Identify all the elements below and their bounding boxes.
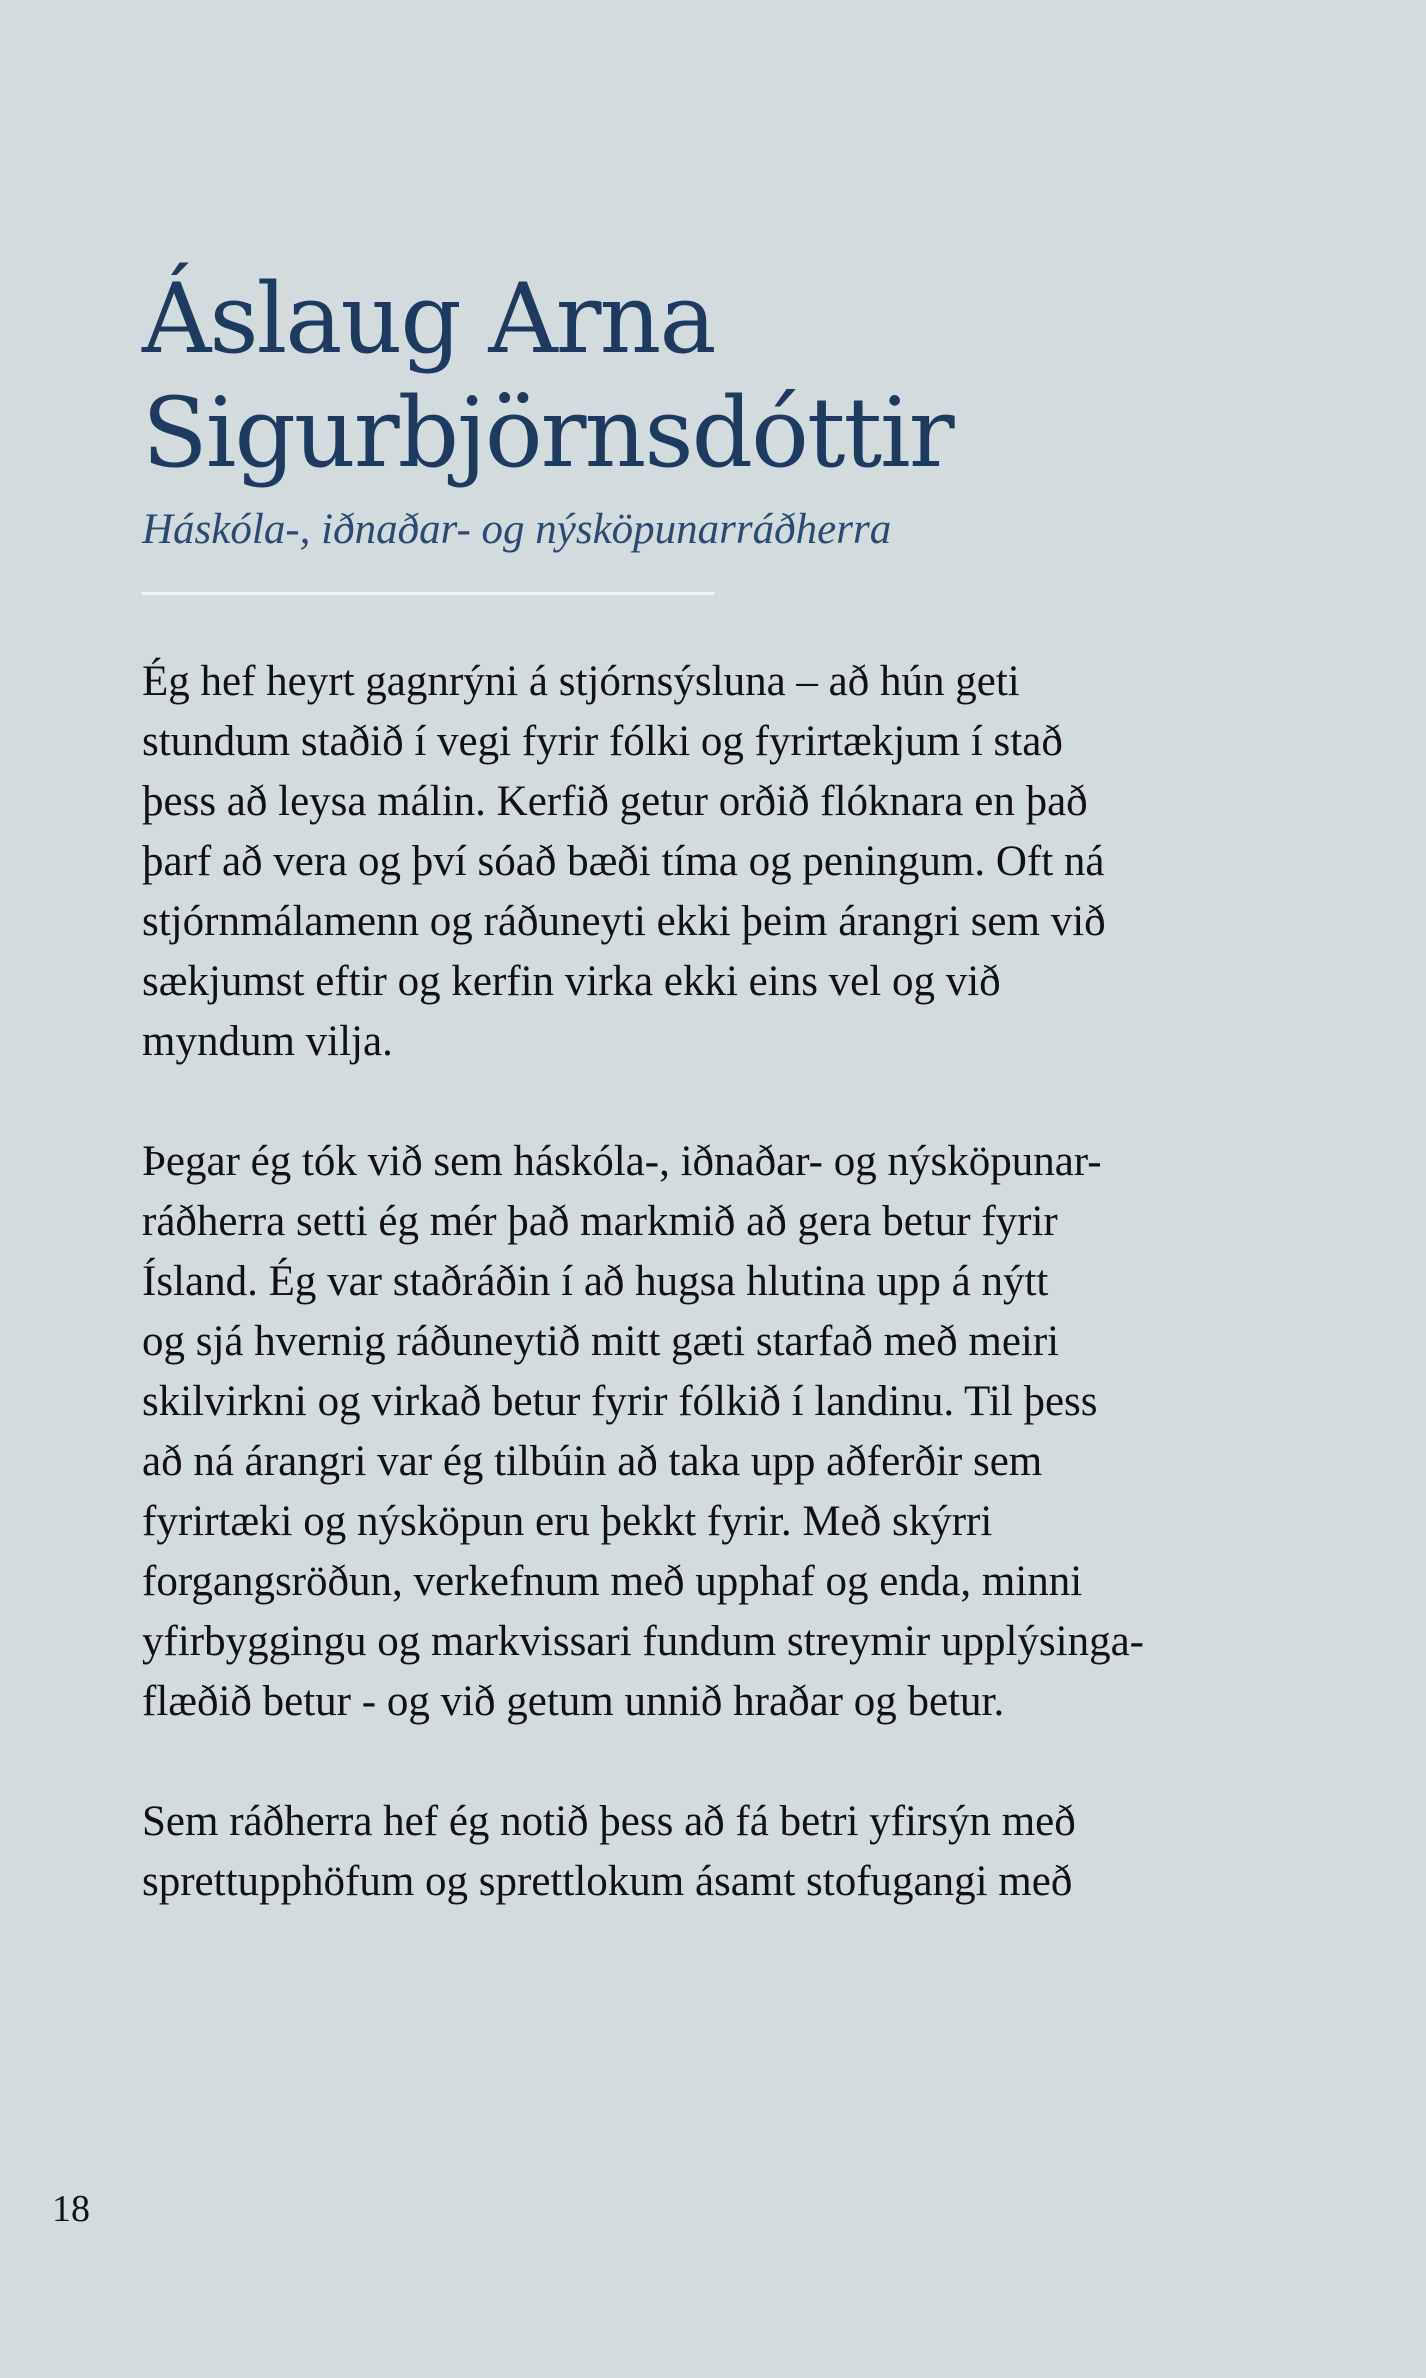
text-line: að ná árangri var ég tilbúin að taka upp aðferðir sem xyxy=(142,1438,1043,1485)
text-line: sækjumst eftir og kerfin virka ekki eins vel og við xyxy=(142,958,1001,1005)
paragraph-3 xyxy=(142,1792,1302,1912)
body-text xyxy=(142,652,1302,1972)
text-line: yfirbyggingu og markvissari fundum streymir upplýsinga- xyxy=(142,1618,1144,1665)
text-line: myndum vilja. xyxy=(142,1018,393,1065)
text-line: þess að leysa málin. Kerfið getur orðið flóknara en það xyxy=(142,778,1088,825)
text-line: þarf að vera og því sóað bæði tíma og peningum. Oft ná xyxy=(142,838,1105,885)
text-line: sprettupphöfum og sprettlokum ásamt stofugangi með xyxy=(142,1858,1073,1905)
text-line: og sjá hvernig ráðuneytið mitt gæti starfað með meiri xyxy=(142,1318,1060,1365)
text-line: Þegar ég tók við sem háskóla-, iðnaðar- og nýsköpunar- xyxy=(142,1138,1102,1185)
title-divider xyxy=(142,592,714,595)
text-line: Ísland. Ég var staðráðin í að hugsa hlutina upp á nýtt xyxy=(142,1258,1049,1305)
text-line: stjórnmálamenn og ráðuneyti ekki þeim árangri sem við xyxy=(142,898,1106,945)
page-number: 18 xyxy=(52,2188,90,2230)
paragraph-1 xyxy=(142,652,1302,1072)
paragraph-2 xyxy=(142,1132,1302,1732)
text-line: flæðið betur - og við getum unnið hraðar og betur. xyxy=(142,1678,1005,1725)
text-line: stundum staðið í vegi fyrir fólki og fyrirtækjum í stað xyxy=(142,718,1063,765)
text-line: skilvirkni og virkað betur fyrir fólkið í landinu. Til þess xyxy=(142,1378,1098,1425)
page-title xyxy=(142,262,1322,490)
title-line-1: Áslaug Arna xyxy=(142,263,715,375)
text-line: forgangsröðun, verkefnum með upphaf og enda, minni xyxy=(142,1558,1083,1605)
text-line: fyrirtæki og nýsköpun eru þekkt fyrir. Með skýrri xyxy=(142,1498,993,1545)
text-line: Ég hef heyrt gagnrýni á stjórnsýsluna – að hún geti xyxy=(142,658,1020,705)
page-subtitle: Háskóla-, iðnaðar- og nýsköpunarráðherra xyxy=(142,506,892,553)
text-line: Sem ráðherra hef ég notið þess að fá betri yfirsýn með xyxy=(142,1798,1076,1845)
text-line: ráðherra setti ég mér það markmið að gera betur fyrir xyxy=(142,1198,1058,1245)
title-line-2: Sigurbjörnsdóttir xyxy=(142,377,953,489)
